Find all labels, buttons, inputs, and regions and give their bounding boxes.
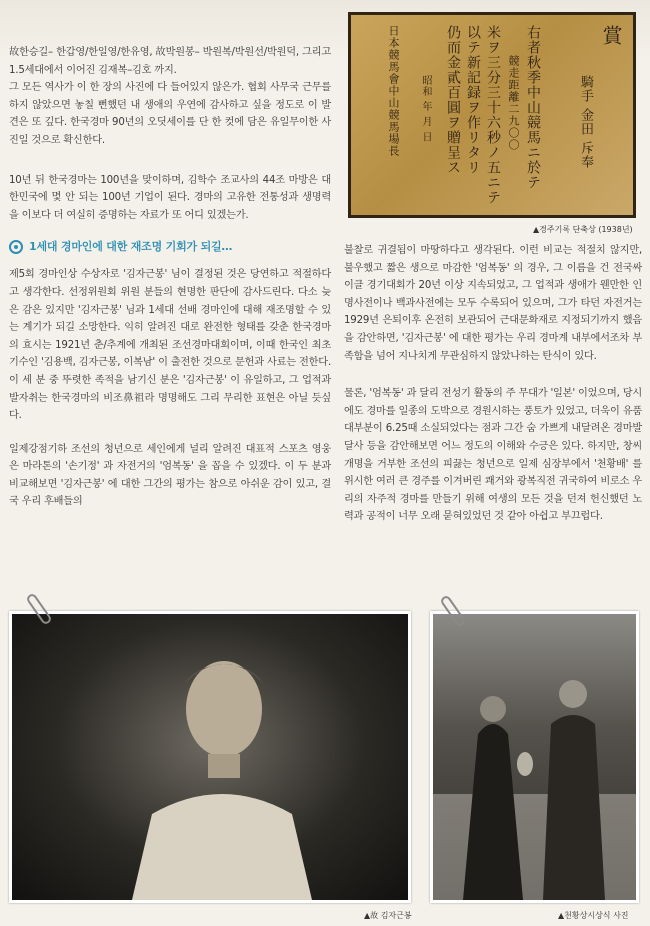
portrait-photo [9,611,411,903]
ceremony-caption: ▲천황상시상식 사진 [558,911,629,920]
paragraph: 불찰로 귀결됨이 마땅하다고 생각된다. 이런 비교는 적절치 않지만, 불우했고 짧은 생으로 마감한 '엄복동' 의 경우, 그 이름을 건 전국싸이클 경기대회가 20년 이상 지속되었고, 그 업적과 생애가 웬만한 인명사전이나 백과사전에는 모두 수록되어 있으며, 그가 타던 자전거는 1929년 은퇴이후 온전히 보관되어 근대문화재로 지정되기까지 했음을 감안하면, '김자근봉' 에 대한 평가는 우리 경마계 내부에서조차 부족함을 넘어 지나치게 무관심하지 않았나하는 탄식이 있다. [344,245,642,362]
section-title-text: 1세대 경마인에 대한 재조명 기회가 되길… [29,240,233,254]
paragraph: 일제강점기하 조선의 청년으로 세인에게 널리 알려진 대표적 스포츠 영웅은 마라톤의 '손기정' 과 자전거의 '엄복동' 을 꼽을 수 있겠다. 이 두 분과 비교해보면 '김자근봉' 에 대한 그간의 평가는 참으로 아쉬운 감이 있고, 결국 우리 후배들의 [9,443,331,508]
certificate-image [348,12,636,218]
ceremony-photo [430,611,639,903]
right-column [344,242,642,538]
paragraph: 물론, '엄복동' 과 달리 전성기 활동의 주 무대가 '일본' 이었으며, 당시에도 경마를 일종의 도박으로 경원시하는 풍토가 있었고, 더욱이 유품 대부분이 6.25때 소실되었다는 점과 그간 숨 가쁘게 내달려온 경마발달사 등을 감안해보면 어느 정도의 이해와 수긍은 있다. 하지만, 창씨개명을 거부한 조선의 피끓는 청년으로 일제 심장부에서 '천황배' 를 위시한 여러 큰 경주를 이겨버린 쾌거와 광복직전 귀국하여 비로소 우리의 자주적 경마를 만들기 위해 여생의 모든 것을 던져 헌신했던 노력과 공적이 너무 오래 묻혀있었던 것 같아 아쉽고 부끄럽다. [344,388,642,523]
paragraph: 제5회 경마인상 수상자로 '김자근봉' 님이 결정된 것은 당연하고 적절하다고 생각한다. 선정위원회 위원 분들의 현명한 판단에 감사드린다. 다소 늦은 감은 있지만 '김자근봉' 님과 1세대 선배 경마인에 대해 재조명할 수 있는 계기가 되길 소망한다. 익히 알려진 대로 완전한 형태를 갖춘 한국경마의 효시는 1921년 춘/추계에 개최된 조선경마대회이며, 이때 한국인 최초 기수인 '김용백, 김자근봉, 이복남' 이 출전한 것으로 문헌과 사료는 전한다. 이 세 분 중 뚜렷한 족적을 남기신 분은 '김자근봉' 이 유일하고, 그 업적과 발자취는 한국경마의 비조鼻祖라 명명해도 그리 무리한 표현은 아닐 듯싶다. [9,269,331,422]
certificate-text: 日本競馬會中山競馬場長 [387,25,400,157]
certificate-text: 米ヲ三分三十六秒ノ五ニテ [485,25,501,205]
certificate-text: 騎手 金田 斥奉 [578,75,593,170]
certificate-text: 仍而金貳百圓ヲ贈呈ス [445,25,461,175]
certificate-text: 賞 [599,25,623,46]
section-title [9,238,331,256]
portrait-figure [12,614,408,900]
certificate-text: 昭和 年 月 日 [420,75,431,143]
left-column [9,44,331,523]
certificate-caption: ▲경주기록 단축상 (1938년) [533,225,633,234]
certificate-text: 競走距離二九〇〇 [507,55,520,151]
portrait-caption: ▲故 김자근봉 [364,911,412,920]
intro-paragraph: 故한승길– 한갑영/한일영/한유영, 故박원봉– 박원복/박원선/박원덕, 그리고 1.5세대에서 이어진 김재복–김호 까지. [9,47,331,76]
ceremony-scene [433,614,636,900]
paragraph: 그 모든 역사가 이 한 장의 사진에 다 들어있지 않은가. 협회 사무국 근무를 하지 않았으면 놓칠 뻔했던 내 생애의 우연에 감사하고 싶을 정도로 이 발견은 또 깊다. 한국경마 90년의 오딧세이를 단 한 컷에 담은 유일무이한 사진일 것으로 확신한다. [9,82,331,146]
certificate-text: 右者秋季中山競馬ニ於テ [525,25,541,190]
bullet-ring-icon [9,240,23,254]
certificate-text: 以テ新記録ヲ作リタリ [465,25,481,175]
paragraph: 10년 뒤 한국경마는 100년을 맞이하며, 김학수 조교사의 44조 마방은 대한민국에 몇 안 되는 100년 기업이 된다. 경마의 고유한 전통성과 생명력을 이보다 더 여실히 증명하는 자료가 또 어디 있겠는가. [9,174,331,221]
